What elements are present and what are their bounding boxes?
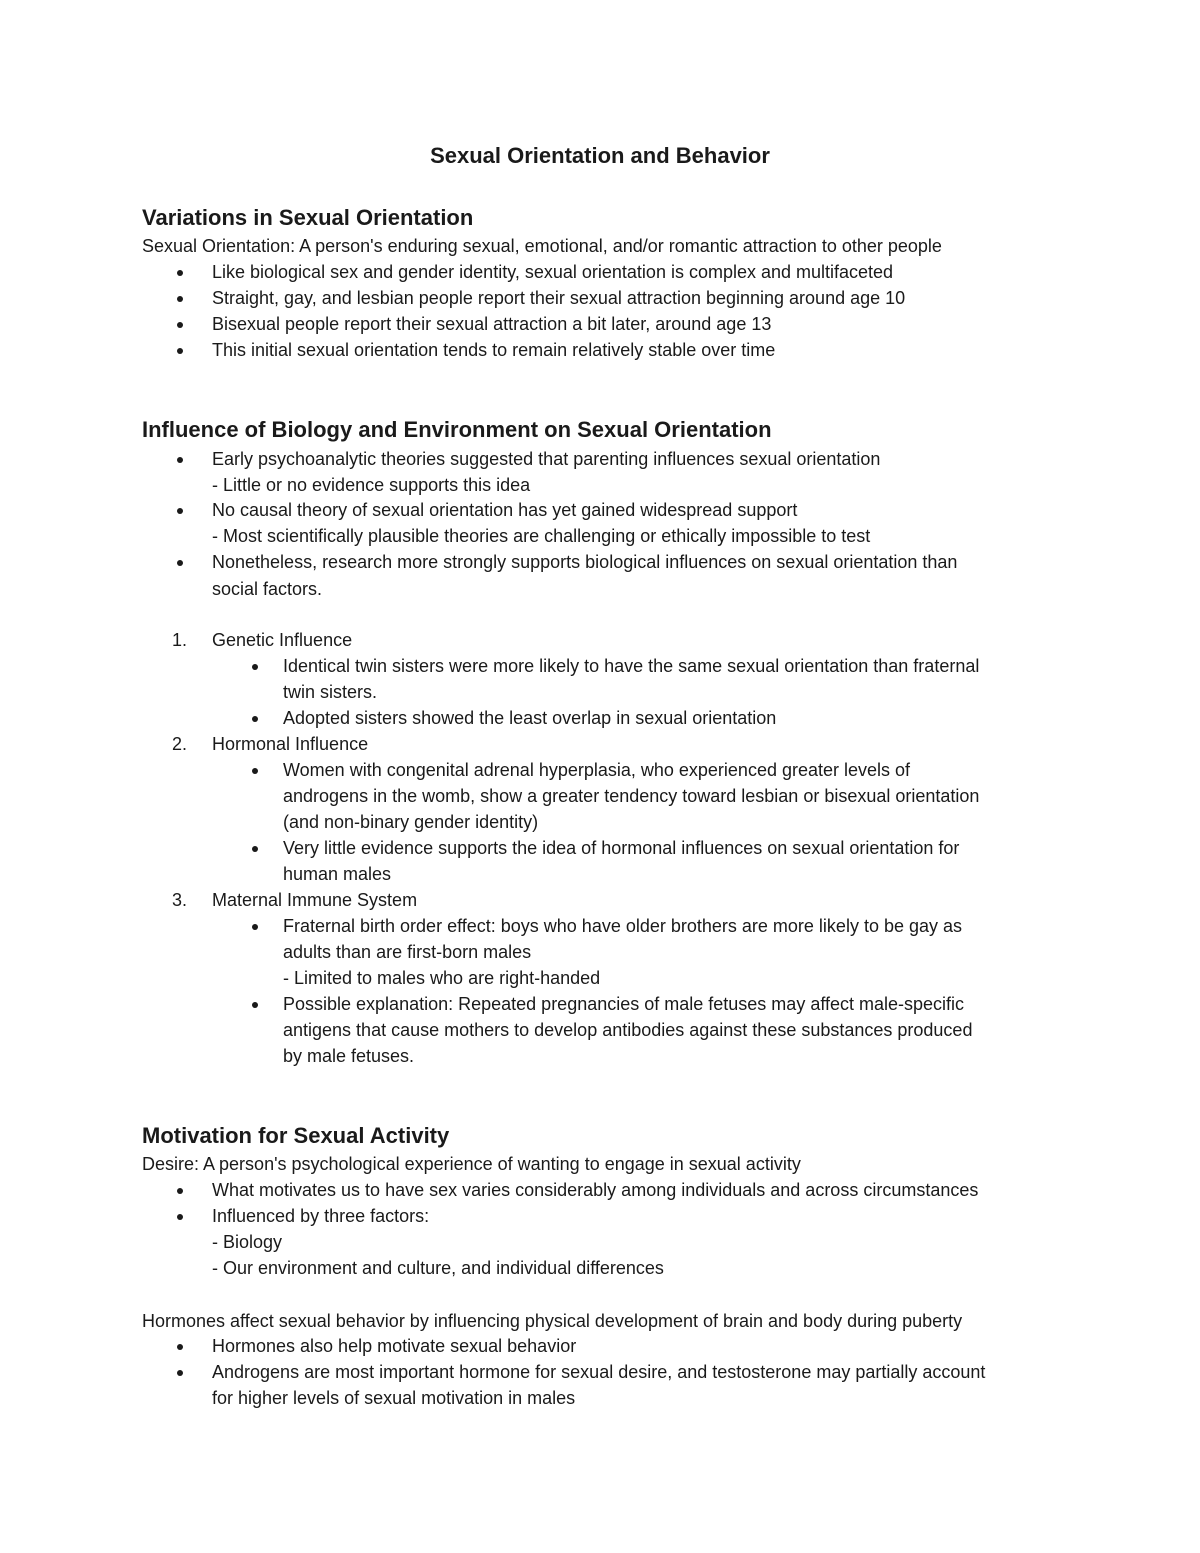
list-item: What motivates us to have sex varies considerably among individuals and across circumstances [212, 1180, 979, 1200]
bullet-icon [252, 1002, 258, 1008]
bullet-icon [177, 348, 183, 354]
numbered-item-label: Genetic Influence [212, 630, 353, 650]
list-item-continued: for higher levels of sexual motivation in males [212, 1388, 576, 1408]
bullet-icon [252, 664, 258, 670]
list-item: Adopted sisters showed the least overlap in sexual orientation [283, 708, 777, 728]
list-item: Very little evidence supports the idea of hormonal influences on sexual orientation for [283, 838, 960, 858]
section-heading: Influence of Biology and Environment on Sexual Orientation [142, 417, 772, 442]
list-item-continued: social factors. [212, 579, 323, 599]
section-heading: Motivation for Sexual Activity [142, 1123, 450, 1148]
bullet-icon [252, 716, 258, 722]
bullet-icon [252, 846, 258, 852]
list-item-continued: twin sisters. [283, 682, 378, 702]
list-item: This initial sexual orientation tends to remain relatively stable over time [212, 340, 776, 360]
list-item-note: - Little or no evidence supports this idea [212, 475, 531, 495]
bullet-icon [177, 270, 183, 276]
numbered-item-label: Maternal Immune System [212, 890, 418, 910]
list-item-continued: (and non-binary gender identity) [283, 812, 539, 832]
list-item-continued: human males [283, 864, 392, 884]
definition-text: Sexual Orientation: A person's enduring sexual, emotional, and/or romantic attraction to other people [142, 236, 942, 256]
bullet-icon [177, 1188, 183, 1194]
list-item: Hormones also help motivate sexual behavior [212, 1336, 577, 1356]
bullet-icon [252, 768, 258, 774]
numbered-item-label: Hormonal Influence [212, 734, 369, 754]
list-item-note: - Our environment and culture, and individual differences [212, 1258, 664, 1278]
list-item: Straight, gay, and lesbian people report their sexual attraction beginning around age 10 [212, 288, 906, 308]
bullet-icon [177, 296, 183, 302]
list-item-continued: antigens that cause mothers to develop antibodies against these substances produced [283, 1020, 973, 1040]
list-item: Like biological sex and gender identity, sexual orientation is complex and multifaceted [212, 262, 894, 282]
bullet-icon [177, 322, 183, 328]
list-item-continued: androgens in the womb, show a greater tendency toward lesbian or bisexual orientation [283, 786, 980, 806]
list-item-note: - Most scientifically plausible theories are challenging or ethically impossible to test [212, 526, 871, 546]
section-heading: Variations in Sexual Orientation [142, 205, 474, 230]
bullet-icon [177, 1370, 183, 1376]
list-item: No causal theory of sexual orientation has yet gained widespread support [212, 500, 798, 520]
list-item: Possible explanation: Repeated pregnancies of male fetuses may affect male-specific [283, 994, 965, 1014]
list-item-continued: adults than are first-born males [283, 942, 532, 962]
bullet-icon [177, 508, 183, 514]
bullet-icon [177, 1214, 183, 1220]
bullet-icon [177, 560, 183, 566]
list-item: Influenced by three factors: [212, 1206, 430, 1226]
list-item: Early psychoanalytic theories suggested that parenting influences sexual orientation [212, 449, 881, 469]
paragraph-text: Hormones affect sexual behavior by influencing physical development of brain and body during puberty [142, 1311, 963, 1331]
bullet-icon [252, 924, 258, 930]
bullet-icon [177, 457, 183, 463]
list-number: 1. [172, 630, 188, 650]
list-number: 3. [172, 890, 188, 910]
list-item: Androgens are most important hormone for sexual desire, and testosterone may partially account [212, 1362, 986, 1382]
list-item: Women with congenital adrenal hyperplasia, who experienced greater levels of [283, 760, 911, 780]
list-item-note: - Limited to males who are right-handed [283, 968, 601, 988]
list-item: Nonetheless, research more strongly supports biological influences on sexual orientation than [212, 552, 958, 572]
definition-text: Desire: A person's psychological experience of wanting to engage in sexual activity [142, 1154, 801, 1174]
list-item-note: - Biology [212, 1232, 283, 1252]
list-item-continued: by male fetuses. [283, 1046, 415, 1066]
list-number: 2. [172, 734, 188, 754]
document-title: Sexual Orientation and Behavior [430, 143, 770, 168]
list-item: Bisexual people report their sexual attraction a bit later, around age 13 [212, 314, 772, 334]
list-item: Fraternal birth order effect: boys who have older brothers are more likely to be gay as [283, 916, 963, 936]
bullet-icon [177, 1344, 183, 1350]
list-item: Identical twin sisters were more likely to have the same sexual orientation than fraternal [283, 656, 980, 676]
